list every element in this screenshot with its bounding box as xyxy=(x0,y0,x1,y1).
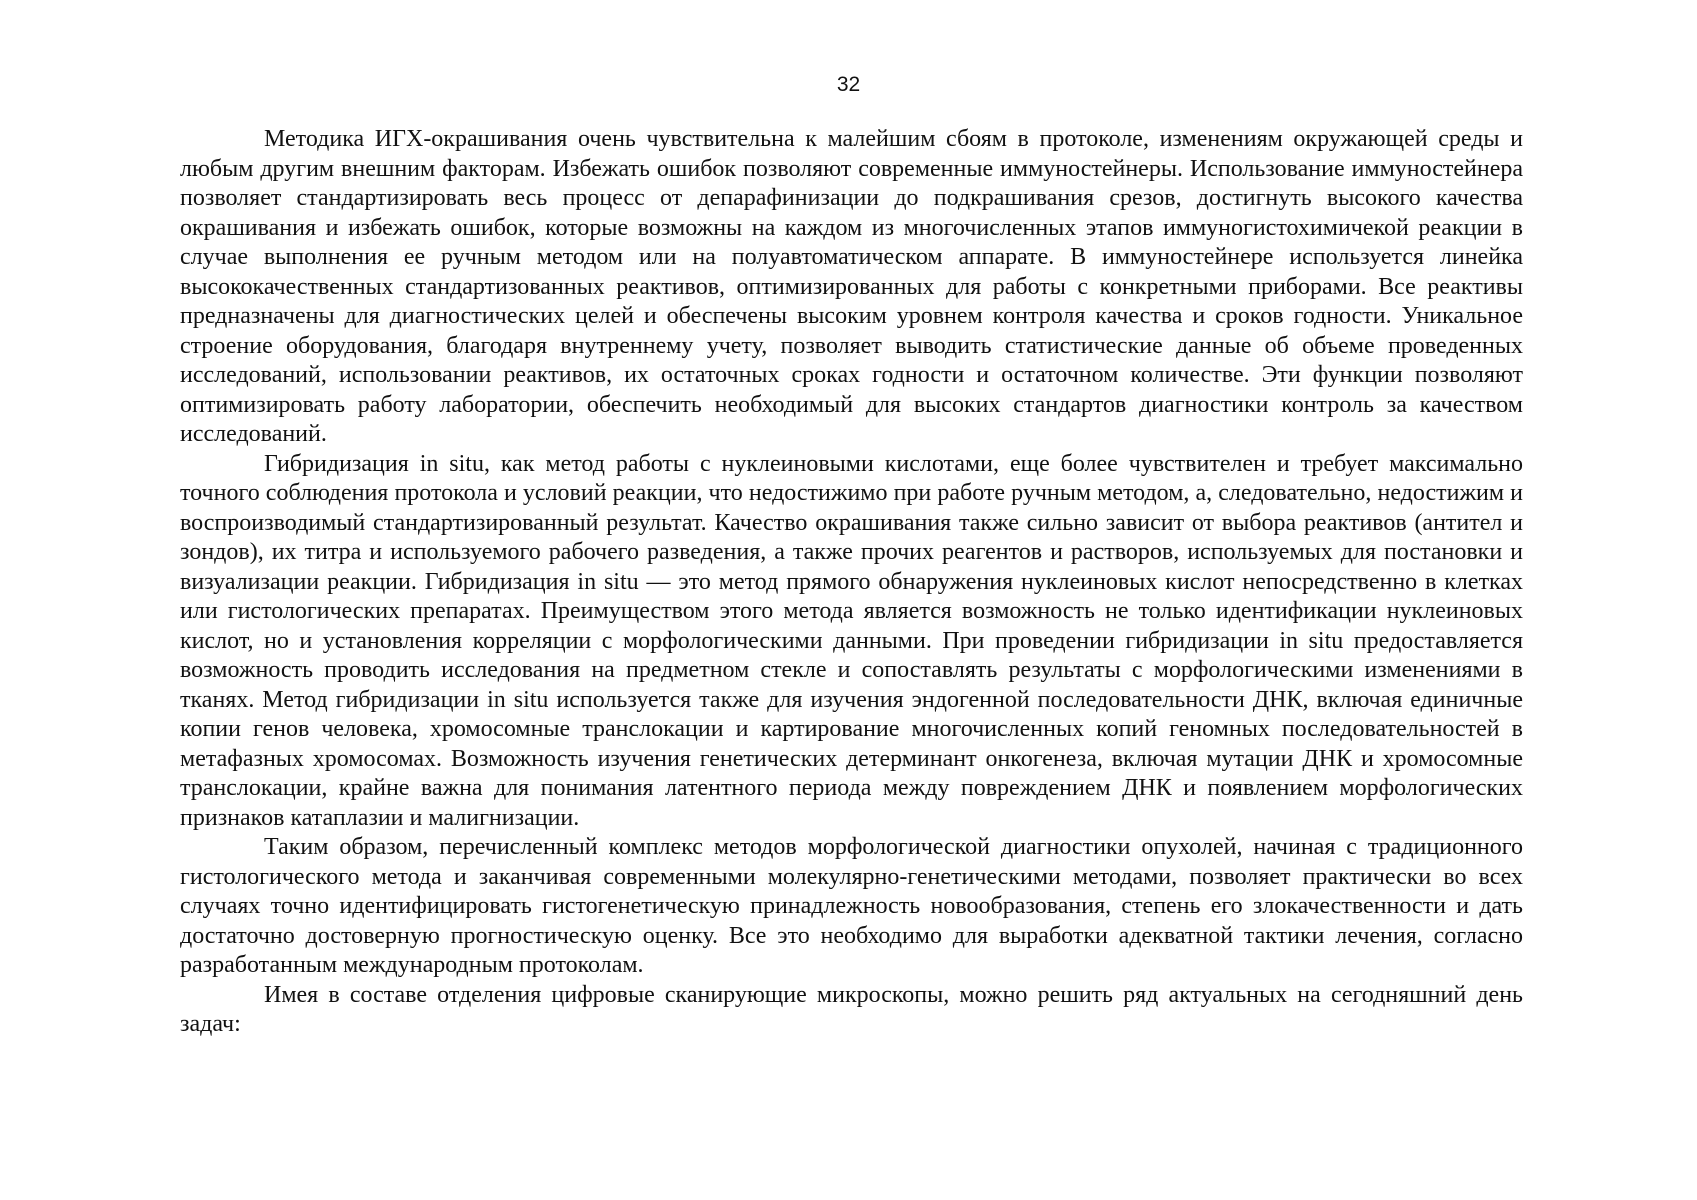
paragraph-in-situ-hybridization: Гибридизация in situ, как метод работы с нуклеиновыми кислотами, еще более чувствителен и требует максимально точного соблюдения протокола и условий реакции, что недостижимо при работе ручным методом, а, следовательно, недостижим и воспроизводимый стандартизированный результат. Качество окрашивания также сильно зависит от выбора реактивов (антител и зондов), их титра и используемого рабочего разведения, а также прочих реагентов и растворов, используемых для постановки и визуализации реакции. Гибридизация in situ — это метод прямого обнаружения нуклеиновых кислот непосредственно в клетках или гистологических препаратах. Преимуществом этого метода является возможность не только идентификации нуклеиновых кислот, но и установления корреляции с морфологическими данными. При проведении гибридизации in situ предоставляется возможность проводить исследования на предметном стекле и сопоставлять результаты с морфологическими изменениями в тканях. Метод гибридизации in situ используется также для изучения эндогенной последовательности ДНК, включая единичные копии генов человека, хромосомные транслокации и картирование многочисленных копий геномных последовательностей в метафазных хромосомах. Возможность изучения генетических детерминант онкогенеза, включая мутации ДНК и хромосомные транслокации, крайне важна для понимания латентного периода между повреждением ДНК и появлением морфологических признаков катаплазии и малигнизации. xyxy=(180,450,1523,831)
document-body xyxy=(180,125,1523,1040)
paragraph-ihc-staining: Методика ИГХ-окрашивания очень чувствительна к малейшим сбоям в протоколе, изменениям окружающей среды и любым другим внешним факторам. Избежать ошибок позволяют современные иммуностейнеры. Использование иммуностейнера позволяет стандартизировать весь процесс от депарафинизации до подкрашивания срезов, достигнуть высокого качества окрашивания и избежать ошибок, которые возможны на каждом из многочисленных этапов иммуногистохимичекой реакции в случае выполнения ее ручным методом или на полуавтоматическом аппарате. В иммуностейнере используется линейка высококачественных стандартизованных реактивов, оптимизированных для работы с конкретными приборами. Все реактивы предназначены для диагностических целей и обеспечены высоким уровнем контроля качества и сроков годности. Уникальное строение оборудования, благодаря внутреннему учету, позволяет выводить статистические данные об объеме проведенных исследований, использовании реактивов, их остаточных сроках годности и остаточном количестве. Эти функции позволяют оптимизировать работу лаборатории, обеспечить необходимый для высоких стандартов диагностики контроль за качеством исследований. xyxy=(180,126,1523,447)
page-number: 32 xyxy=(836,73,861,96)
paragraph-conclusion: Таким образом, перечисленный комплекс методов морфологической диагностики опухолей, начиная с традиционного гистологического метода и заканчивая современными молекулярно-генетическими методами, позволяет практически во всех случаях точно идентифицировать гистогенетическую принадлежность новообразования, степень его злокачественности и дать достаточно достоверную прогностическую оценку. Все это необходимо для выработки адекватной тактики лечения, согласно разработанным международным протоколам. xyxy=(180,834,1523,978)
paragraph-digital-microscopes: Имея в составе отделения цифровые сканирующие микроскопы, можно решить ряд актуальных на сегодняшний день задач: xyxy=(180,981,1523,1037)
